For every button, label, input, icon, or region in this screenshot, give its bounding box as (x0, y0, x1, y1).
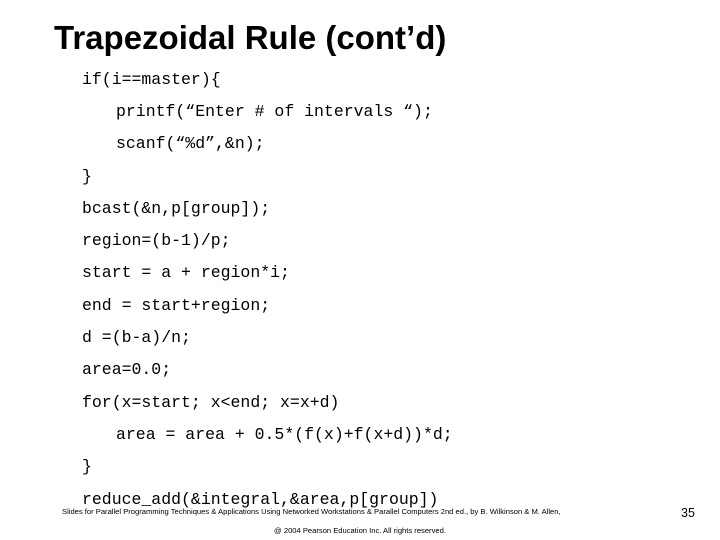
code-line-7: start = a + region*i; (82, 263, 290, 282)
code-line-9: d =(b-a)/n; (82, 328, 191, 347)
code-line-5: bcast(&n,p[group]); (82, 199, 271, 218)
code-line-13: } (82, 457, 92, 476)
code-line-11: for(x=start; x<end; x=x+d) (82, 393, 340, 412)
code-line-14: reduce_add(&integral,&area,p[group]) (82, 490, 439, 509)
code-line-1: if(i==master){ (82, 70, 221, 89)
slide-title: Trapezoidal Rule (cont’d) (54, 19, 447, 56)
code-line-10: area=0.0; (82, 360, 172, 379)
code-line-6: region=(b-1)/p; (82, 231, 231, 250)
code-line-12: area = area + 0.5*(f(x)+f(x+d))*d; (116, 425, 453, 444)
footer-credit: Slides for Parallel Programming Techniques & Applications Using Networked Workstations & Parallel Computers 2nd ed., by B. Wilkinson & M. Allen, (62, 507, 561, 516)
page-number: 35 (681, 506, 695, 520)
code-line-2: printf(“Enter # of intervals “); (116, 102, 433, 121)
code-line-4: } (82, 167, 92, 186)
footer-copyright: @ 2004 Pearson Education Inc. All rights reserved. (274, 526, 446, 535)
code-line-3: scanf(“%d”,&n); (116, 134, 265, 153)
code-line-8: end = start+region; (82, 296, 271, 315)
